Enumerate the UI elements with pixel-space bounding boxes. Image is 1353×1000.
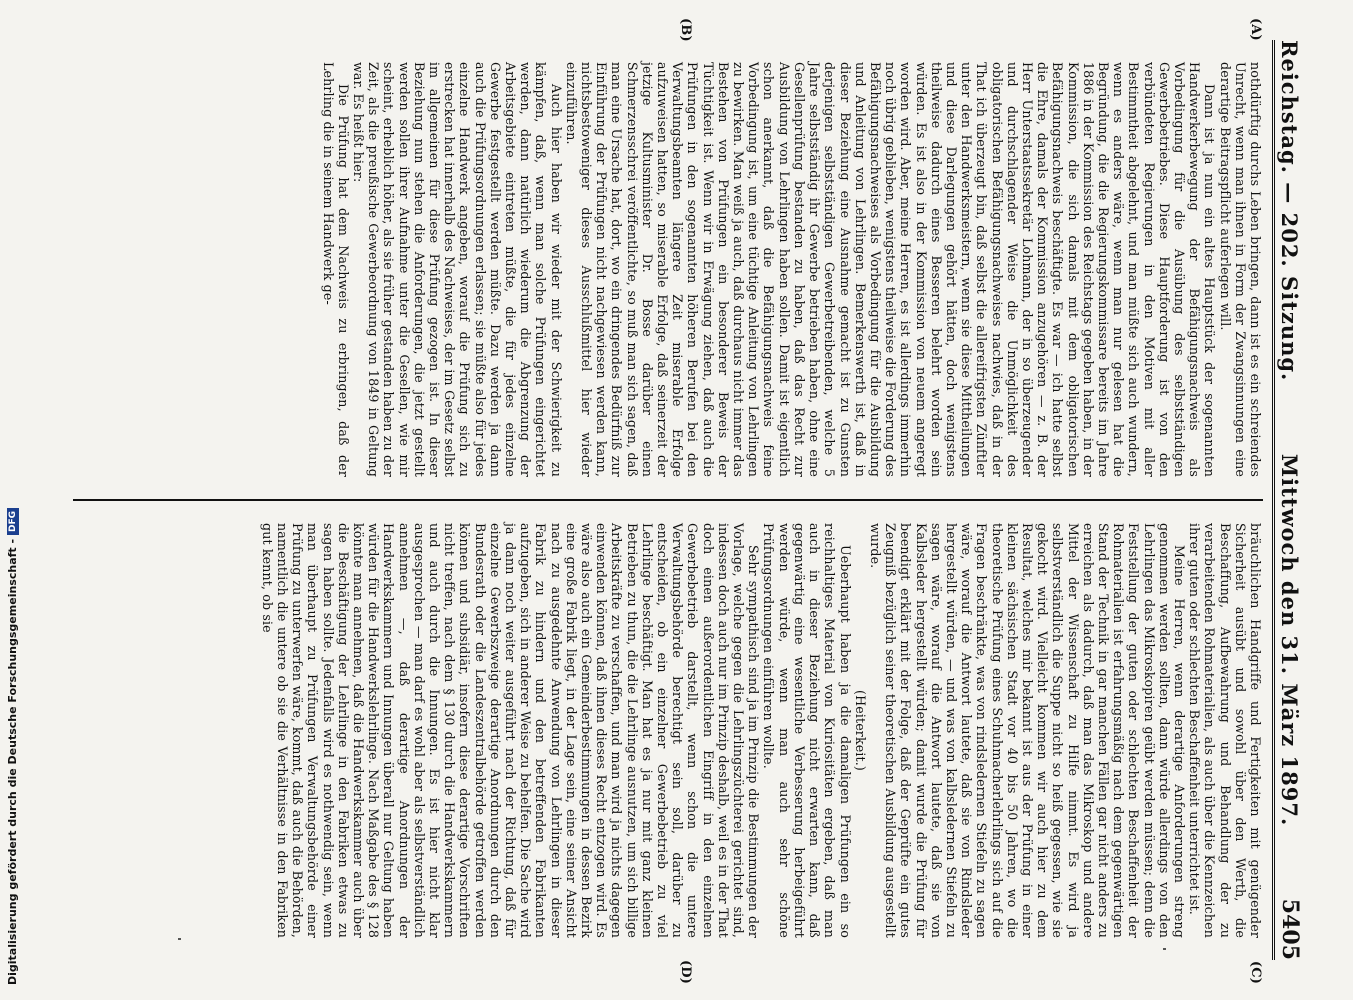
margin-mark-a: (A): [1248, 18, 1263, 41]
digitization-credit: [6, 508, 19, 985]
right-paragraph-4: Ueberhaupt haben ja die damaligen Prüfungen ein so reichhaltiges Material von Kuriositäten ergeben, daß man auch in dieser Beziehung nicht erwarten kann, daß gegenwärtig eine wesentliche Verbesserung herbeigeführt werden würde, wenn man auch sehr schöne Prüfungsordnungen einführen wollte.: [761, 523, 853, 938]
margin-mark-d: (D): [678, 959, 693, 984]
page-number: 5405: [1277, 898, 1303, 960]
document-page: [55, 18, 1305, 984]
text-columns: [73, 18, 1263, 984]
dfg-logo: DFG: [7, 508, 19, 535]
left-paragraph-1: nothdürftig durchs Leben bringen, dann ist es ein schreiendes Unrecht, wenn man ihnen in Form der Zwangsinnungen eine derartige Beitragspflicht auferlegen will.: [1217, 62, 1263, 477]
left-paragraph-2: Dann ist ja nun ein altes Hauptstück der sogenannten Handwerkerbewegung der Befähigungsnachweis als Vorbedingung für die Ausübung des selbstständigen Gewerbebetriebes. Diese Hauptforderung ist von den verbündeten Regierungen in den Motiven mit aller Bestimmtheit abgelehnt, und man müßte sich auch wundern, wenn es anders wäre, wenn man nur gelesen hat die Begründung, die die Regierungskommissare bereits im Jahre 1886 in der Kommission des Reichstags gegeben haben, in der Kommission, die sich damals mit dem obligatorischen Befähigungsnachweis beschäftigte. Es war — ich hatte selbst die Ehre, damals der Kommission anzugehören — z. B. der Herr Unterstaatssekretär Lohmann, der in so überzeugender und durchschlagender Weise die Unmöglichkeit des obligatorischen Befähigungsnachweises nachwies, daß in der That ich überzeugt bin, daß selbst die allereifrigsten Zünftler unter den Handwerksmeistern, wenn sie diese Mittheilungen und diese Darlegungen gehört hätten, doch wenigstens theilweise dadurch eines Besseren belehrt worden sein würden. Es ist also in der Kommission von neuem angeregt worden wird. Aber, meine Herren, es ist allerdings immerhin noch übrig geblieben, wenigstens theilweise die Forderung des Befähigungsnachweises als Vorbedingung für die Ausbildung und Anleitung von Lehrlingen. Bemerkenswerth ist, daß in dieser Beziehung eine Ausnahme gemacht ist zu Gunsten derjenigen selbstständigen Gewerbetreibenden, welche 5 Jahre selbstständig ihr Gewerbe betrieben haben, ohne eine Gesellenprüfung bestanden zu haben, daß das Recht zur Ausbildung von Lehrlingen haben sollen. Damit ist eigentlich schon anerkannt, daß die Befähigungsnachweis feine Vorbedingung ist, um eine tüchtige Anleitung von Lehrlingen zu bewirken. Man weiß ja auch, daß durchaus nicht immer das Bestehen von Prüfungen ein besonderer Beweis der Tüchtigkeit ist. Wenn wir in Erwägung ziehen, daß auch die Prüfungen in den sogenannten höheren Berufen bei den Verwaltungsbeamten längere Zeit miserable Erfolge aufzuweisen hatten, so miserable Erfolge, daß seinerzeit der jetzige Kultusminister Dr. Bosse darüber einen Schmerzensschrei veröffentlichte, so muß man sich sagen, daß man eine Ursache hat, dort, wo ein dringendes Bedürfniß zur Einführung der Prüfungen nicht nachgewiesen werden kann, nichtsbestoweniger dieses Ausschlußmittel hier wieder einzuführen.: [563, 62, 1218, 477]
right-paragraph-3: (Heiterkeit.): [852, 690, 868, 771]
right-paragraph-5: Sehr sympathisch sind ja im Prinzip die Bestimmungen der Vorlage, welche gegen die Lehrlingszüchterei gerichtet sind, indessen doch auch nur im Prinzip deshalb, weil es in der That doch einen außerordentlichen Eingriff in den einzelnen Gewerbebetrieb darstellt, wenn schon die untere Verwaltungsbehörde berechtigt sein soll, darüber zu entscheiden, ob ein einzelner Gewerbebetrieb zu viel Lehrlinge beschäftigt. Man hat es ja nur mit ganz kleinen Betrieben zu thun, die die Lehrlinge ausnutzen, um sich billige Arbeitskräfte zu verschaffen, und man wird ja nichts dagegen einwenden können, daß ihnen dieses Recht entzogen wird. Es wäre also auch ein Gemeinderbestimmungen in dessen Bezirk eine große Fabrik liegt, in der Lage sein, eine seiner Ansicht nach zu ausgedehnte Anwendung von Lehrlingen in dieser Fabrik zu hindern und den betreffenden Fabrikanten aufzugeben, sich in anderer Weise zu behelfen. Die Sache wird ja dann noch weiter ausgeführt nach der Richtung, daß für einzelne Gewerbszweige derartige Anordnungen durch den Bundesrath oder die Landeszentralbehörde getroffen werden können und subsidiär, insofern diese derartige Vorschriften nicht treffen, nach dem § 130 durch die Handwerkskammern und auch durch die Innungen. Es ist hier nicht klar ausgesprochen — man darf es wohl aber als selbstverständlich annehmen —, daß derartige Anordnungen der Handwerkskammern und Innungen überall nur Geltung haben würden für die Handwerkslehrlinge. Nach Maßgabe des § 128 könnte man annehmen, daß die Handwerkskammer auch über die Beschäftigung der Lehrlinge in den Fabriken etwas zu sagen haben sollte. Jedenfalls wird es nothwendig sein, wenn man überhaupt zu Prüfungen Verwaltungsbehörde einer Prüfung zu unterwerfen wäre, kommt, daß auch die Behörden, namentlich die untere ob sie die Verhältnisse in den Fabriken gut kennt, ob sie: [259, 523, 762, 938]
left-paragraph-3: Auch hier haben wir wieder mit der Schwierigkeit zu kämpfen, daß, wenn man solche Prüfungen eingerichtet werden, dann natürlich wiederum die Abgrenzung der Arbeitsgebiete eintreten müßte, die für jedes einzelne Gewerbe festgestellt werden müßte. Dazu werden ja dann auch die Prüfungsordnungen erlassen; sie müßte also für jedes einzelne Handwerk angeben, worauf die Prüfung sich zu erstrecken hat innerhalb des Nachweises, der im Gesetz selbst im allgemeinen für diese Prüfung gezogen ist. In dieser Beziehung nun stehen die Anforderungen, die jetzt gestellt werden sollen ihrer Aufnahme unter die Gesellen, wie mir scheint, erheblich höher, als sie früher gestanden haben zu der Zeit, als die preußische Gewerbeordnung von 1849 in Geltung war. Es heißt hier:: [351, 62, 564, 477]
left-column: [73, 18, 1263, 499]
right-paragraph-2: Meine Herren, wenn derartige Anforderungen streng genommen werden sollten, dann würde allerdings von den Lehrlingen das Mikroskopiren geübt werden müssen; denn die Feststellung der guten oder schlechten Beschaffenheit der Rohmaterialien ist erfahrungsmäßig nach dem gegenwärtigen Stand der Technik in gar manchen Fällen gar nicht anders zu erreichen als dadurch, daß man das Mikroskop und andere Mittel der Wissenschaft zu Hilfe nimmt. Es wird ja selbstverständlich die Suppe nicht so heiß gegessen, wie sie gekocht wird. Vielleicht kommen wir auch hier zu dem Resultat, welches mir bekannt ist aus der Prüfung in einer kleinen sächsischen Stadt vor 40 bis 50 Jahren, wo die theoretische Prüfung eines Schuhmacherlehrlings sich auf die Fragen beschränkte, was von rindsledernen Stiefeln zu sagen wäre, worauf die Antwort lautete, daß sie von Rindsleder hergestellt würden, — und was von kalbsledernen Stiefeln zu sagen wäre, worauf die Antwort lautete, daß sie von Kalbsleder hergestellt würden; damit wurde die Prüfung für beendigt erklärt mit der Folge, daß der Geprüfte ein gutes Zeugniß bezüglich seiner theoretischen Ausbildung ausgestellt wurde.: [867, 523, 1187, 938]
page-header: [1272, 40, 1305, 960]
margin-mark-c: (C): [1248, 960, 1263, 984]
scan-speck: [1163, 948, 1166, 950]
header-left: Reichstag. — 202. Sitzung.: [1277, 40, 1303, 382]
scan-speck: [178, 938, 181, 940]
digitization-credit-text: Digitalisierung gefördert durch die Deutsche Forschungsgemeinschaft -: [6, 538, 19, 985]
left-paragraph-4: Die Prüfung hat dem Nachweis zu erbringen, daß der Lehrling die in seinem Handwerk ge-: [320, 62, 351, 477]
header-date: Mittwoch den 31. März 1897.: [1277, 453, 1303, 827]
right-paragraph-1: bräuchlichen Handgriffe und Fertigkeiten mit genügender Sicherheit ausübt und sowohl über den Werth, die Beschaffung, Aufbewahrung und Behandlung der zu verarbeitenden Rohmaterialien, als auch über die Kennzeichen ihrer guten oder schlechten Beschaffenheit unterrichtet ist.: [1187, 523, 1263, 938]
margin-mark-b: (B): [678, 18, 693, 42]
right-column: [73, 501, 1263, 984]
